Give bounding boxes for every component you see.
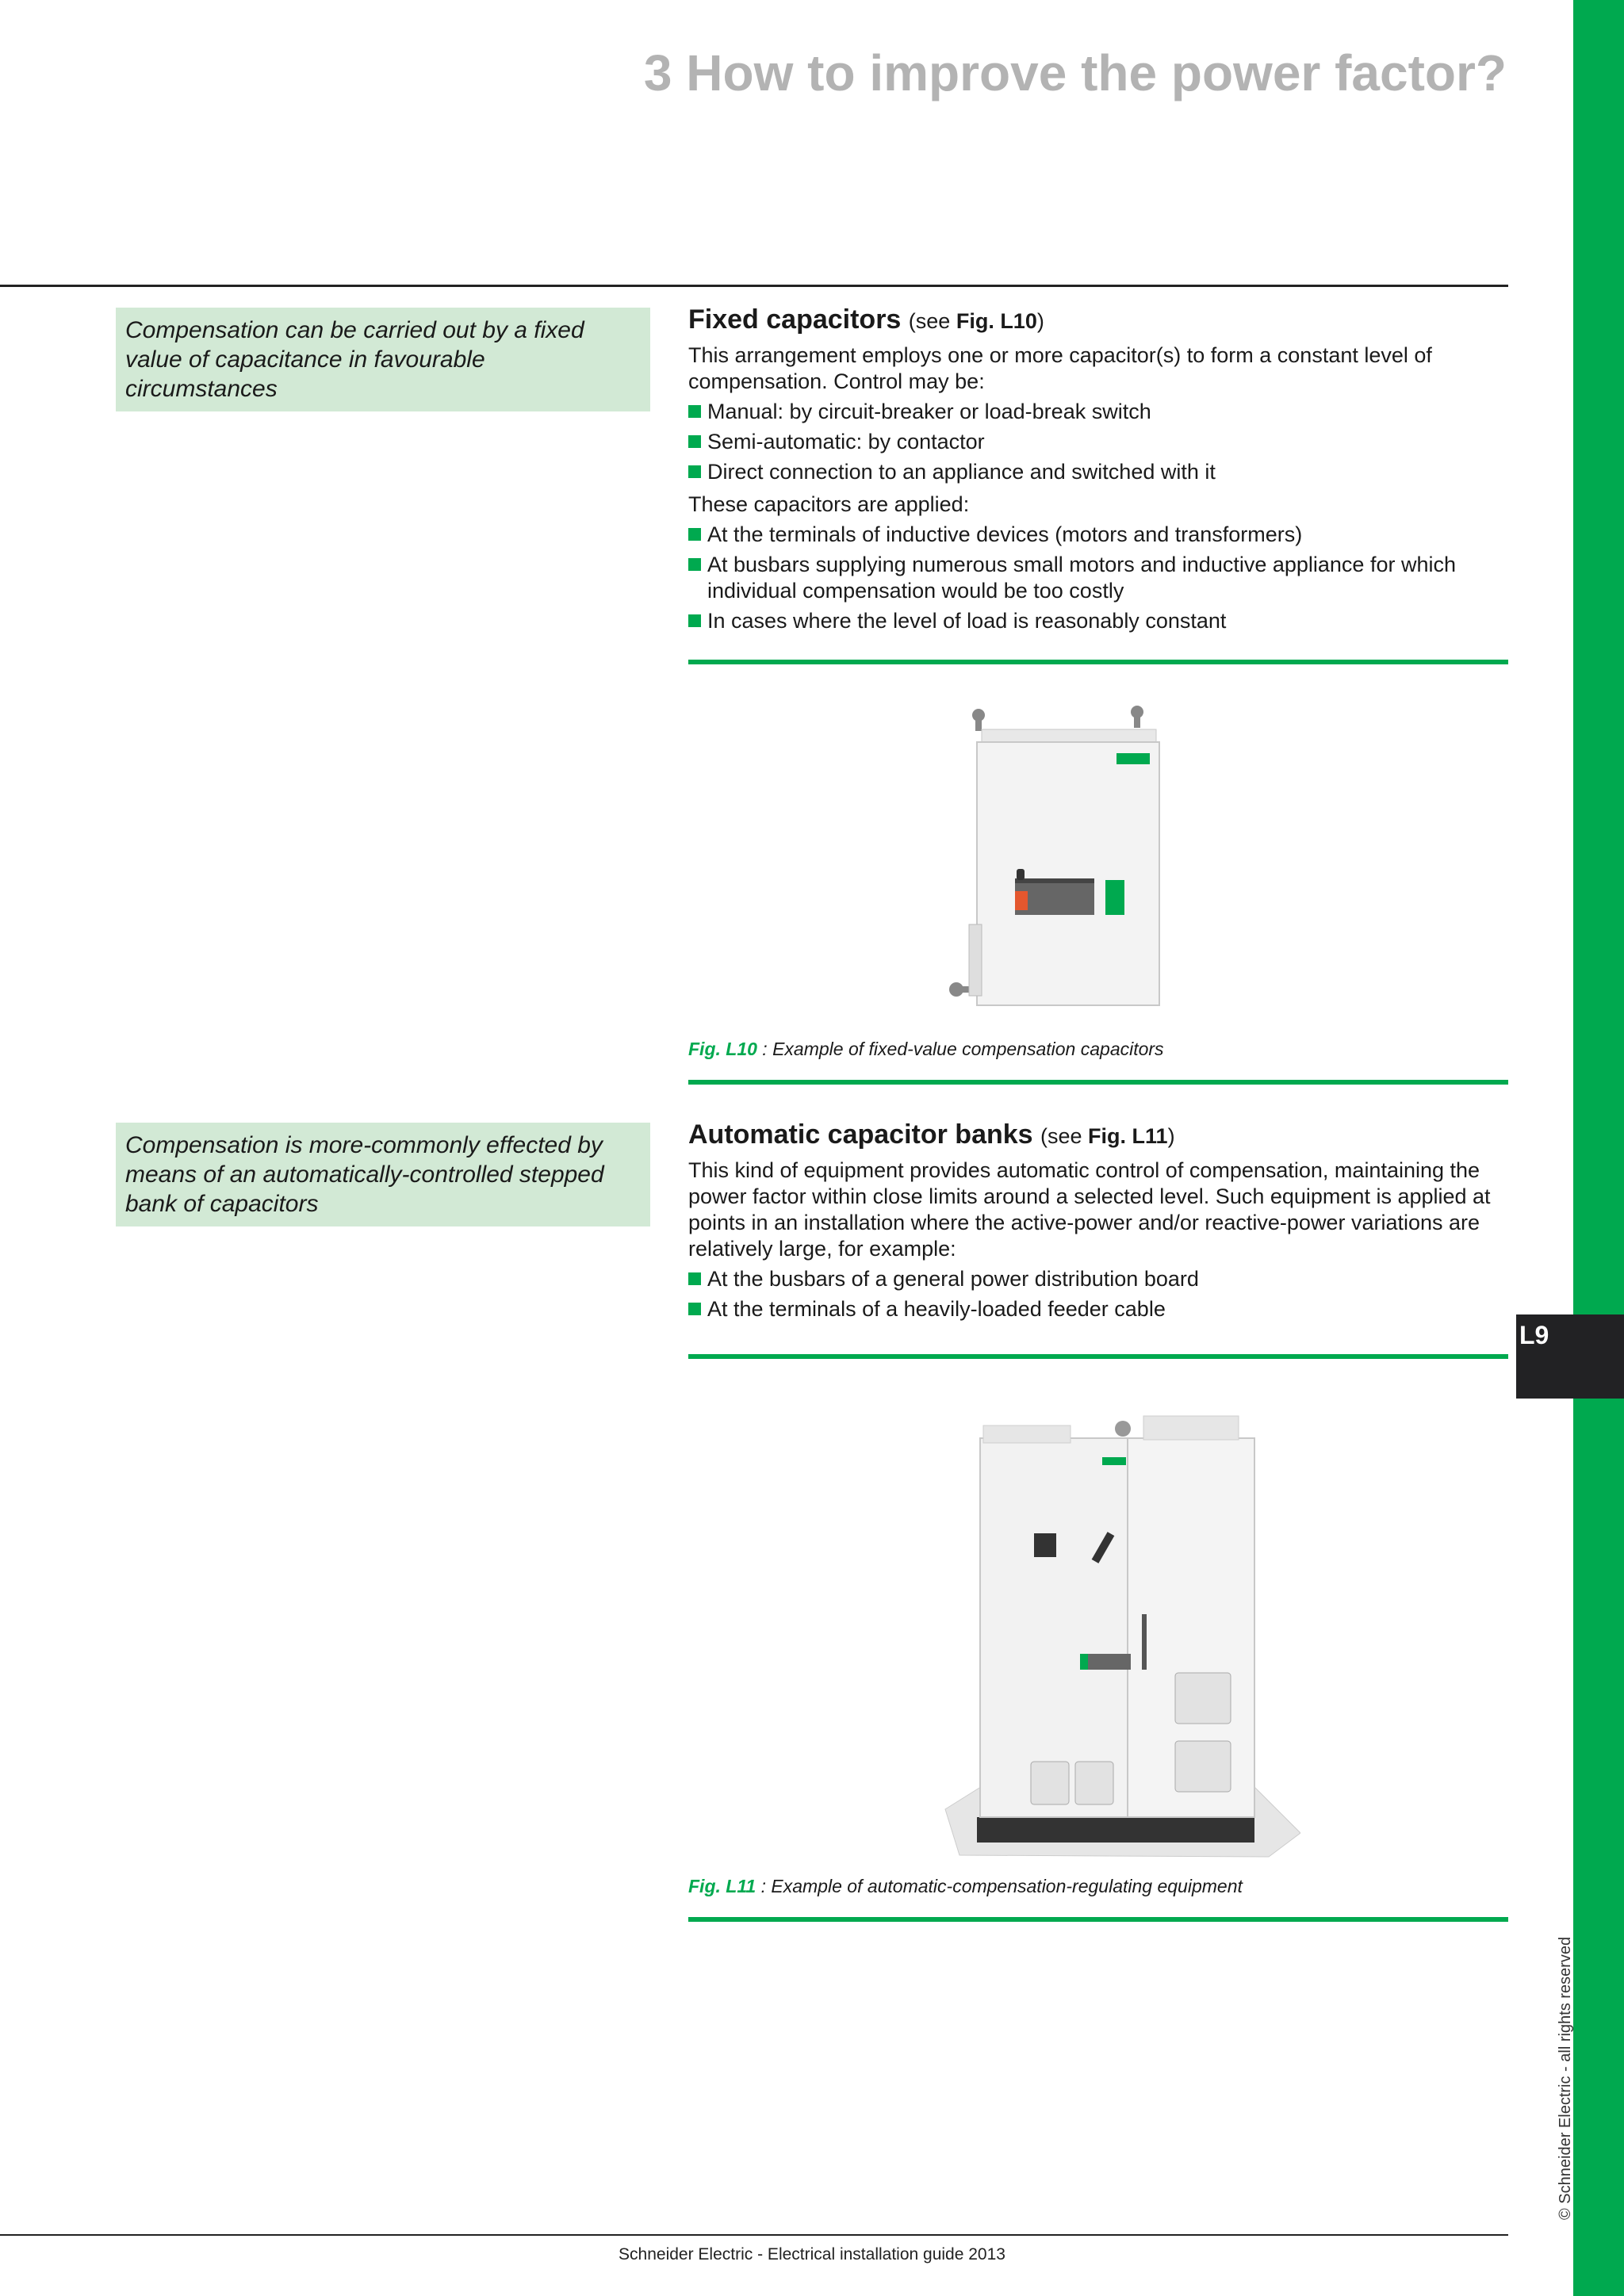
figure-top-rule: [688, 660, 1508, 664]
automatic-capacitor-bank-image: [936, 1413, 1300, 1862]
list-item: At the terminals of a heavily-loaded feeder cable: [688, 1296, 1508, 1322]
page-number-tab: L9: [1516, 1314, 1624, 1399]
figure-caption-text: : Example of fixed-value compensation capacitors: [756, 1039, 1164, 1059]
heading-text: Fixed capacitors: [688, 304, 902, 335]
list-item: At the terminals of inductive devices (motors and transformers): [688, 522, 1508, 548]
page-footer: Schneider Electric - Electrical installation guide 2013: [619, 2245, 1005, 2263]
sidenote-fixed-capacitors: Compensation can be carried out by a fixed value of capacitance in favourable circumstances: [116, 308, 650, 411]
figure-reference: (see Fig. L11): [1040, 1124, 1175, 1148]
intro-paragraph: This arrangement employs one or more capacitor(s) to form a constant level of compensation. Control may be:: [688, 343, 1432, 393]
control-list: [688, 399, 1508, 485]
header-divider: [0, 285, 1508, 287]
section-heading: [688, 1118, 1508, 1153]
list-item: Semi-automatic: by contactor: [688, 429, 1508, 455]
figure-reference-link[interactable]: Fig. L10: [956, 309, 1037, 333]
figure-caption-text: : Example of automatic-compensation-regulating equipment: [756, 1876, 1243, 1896]
copyright-notice: © Schneider Electric - all rights reserved: [1557, 1936, 1574, 2220]
figure-label: Fig. L10: [688, 1039, 757, 1059]
section-fixed-capacitors: [688, 303, 1508, 634]
section-heading: [688, 303, 1508, 338]
figure-label: Fig. L11: [688, 1876, 756, 1896]
figure-reference: (see Fig. L10): [908, 309, 1044, 333]
application-list: [688, 1266, 1508, 1322]
list-item: Direct connection to an appliance and switched with it: [688, 459, 1508, 485]
application-paragraph: These capacitors are applied:: [688, 492, 970, 516]
application-list: [688, 522, 1508, 634]
figure-caption-l10: [688, 1039, 1164, 1060]
figure-bottom-rule: [688, 1080, 1508, 1085]
footer-divider: [0, 2234, 1508, 2236]
list-item: At busbars supplying numerous small motors and inductive appliance for which individual compensation would be too costly: [688, 552, 1508, 604]
figure-reference-link[interactable]: Fig. L11: [1088, 1124, 1168, 1148]
heading-text: Automatic capacitor banks: [688, 1119, 1033, 1150]
list-item: Manual: by circuit-breaker or load-break switch: [688, 399, 1508, 425]
figure-top-rule: [688, 1354, 1508, 1359]
figure-bottom-rule: [688, 1917, 1508, 1922]
sidenote-automatic-banks: Compensation is more-commonly effected by means of an automatically-controlled stepped bank of capacitors: [116, 1123, 650, 1226]
intro-paragraph: This kind of equipment provides automatic control of compensation, maintaining the power factor within close limits around a selected level. Such equipment is applied at points in an installation where the active-power and/or reactive-power variations are relatively large, for example:: [688, 1158, 1491, 1261]
section-automatic-capacitor-banks: [688, 1118, 1508, 1322]
margin-green-strip: [1573, 0, 1624, 2296]
list-item: In cases where the level of load is reasonably constant: [688, 608, 1508, 634]
page-title: 3 How to improve the power factor?: [643, 44, 1507, 101]
fixed-capacitor-image: [940, 701, 1178, 1020]
list-item: At the busbars of a general power distribution board: [688, 1266, 1508, 1292]
figure-caption-l11: [688, 1876, 1243, 1897]
